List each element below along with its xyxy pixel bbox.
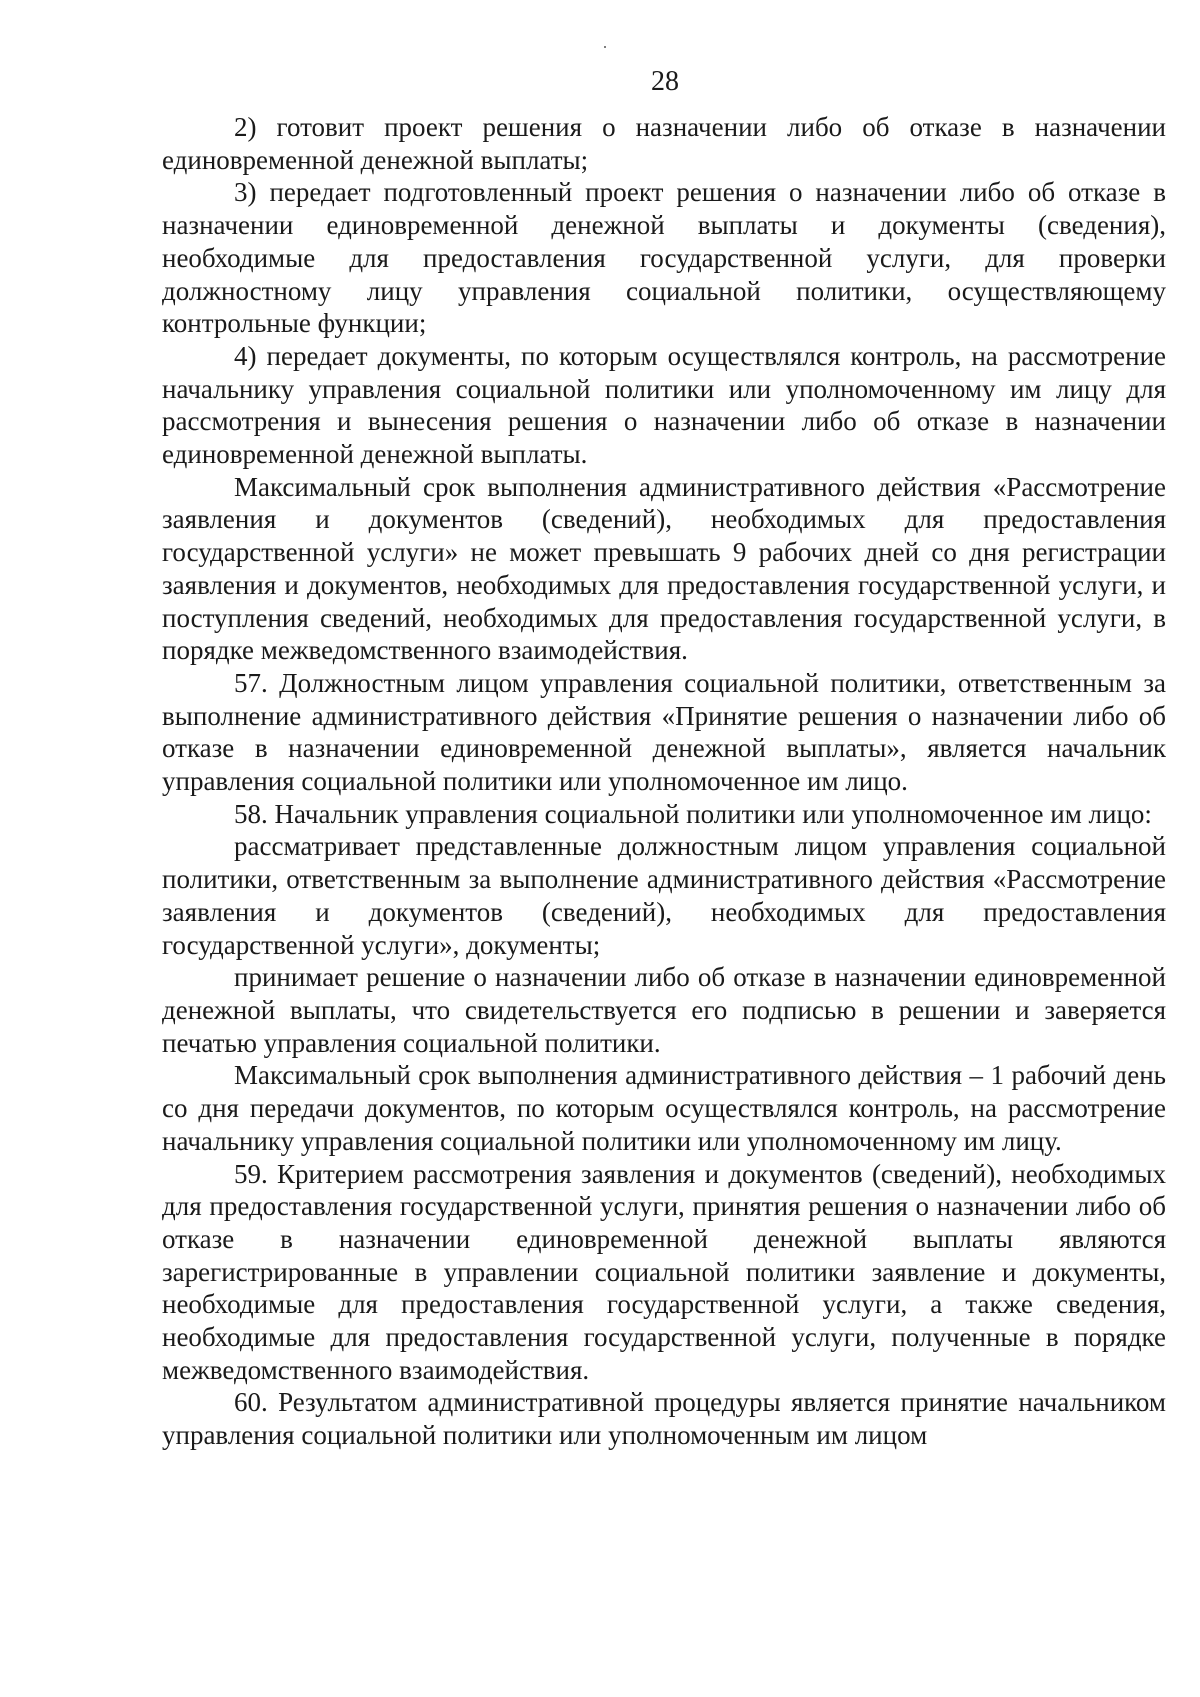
paragraph-58: 58. Начальник управления социальной политики или уполномоченное им лицо: (234, 798, 1152, 829)
paragraph-item-2: 2) готовит проект решения о назначении либо об отказе в назначении единовременной денежной выплаты; (162, 112, 1166, 175)
page-number: 28 (651, 66, 679, 97)
paragraph-57: 57. Должностным лицом управления социальной политики, ответственным за выполнение административного действия «Принятие решения о назначении либо об отказе в назначении единовременной денежной выплаты», является начальник управления социальной политики или уполномоченное им лицо. (162, 667, 1166, 797)
paragraph-58-reviews: рассматривает представленные должностным лицом управления социальной политики, ответственным за выполнение административного действия «Рассмотрение заявления и документов (сведений), необходимых для предоставления государственной услуги», документы; (162, 831, 1166, 960)
paragraph-max-term-1-day: Максимальный срок выполнения административного действия – 1 рабочий день со дня передачи документов, по которым осуществлялся контроль, на рассмотрение начальнику управления социальной политики или уполномоченному им лицу. (162, 1060, 1166, 1156)
scan-speck (604, 46, 606, 48)
paragraph-58-decides: принимает решение о назначении либо об отказе в назначении единовременной денежной выплаты, что свидетельствуется его подписью в решении и заверяется печатью управления социальной политики. (162, 962, 1166, 1058)
document-body (162, 111, 1166, 1452)
paragraph-max-term-9-days: Максимальный срок выполнения административного действия «Рассмотрение заявления и документов (сведений), необходимых для предоставления государственной услуги» не может превышать 9 рабочих дней со дня регистрации заявления и документов, необходимых для предоставления государственной услуги, и поступления сведений, необходимых для предоставления государственной услуги, в порядке межведомственного взаимодействия. (162, 471, 1166, 666)
paragraph-60: 60. Результатом административной процедуры является принятие начальником управления социальной политики или уполномоченным им лицом (162, 1387, 1166, 1451)
paragraph-item-3: 3) передает подготовленный проект решения о назначении либо об отказе в назначении единовременной денежной выплаты и документы (сведения), необходимые для предоставления государственной услуги, для проверки должностному лицу управления социальной политики, осуществляющему контрольные функции; (162, 177, 1166, 339)
paragraph-item-4: 4) передает документы, по которым осуществлялся контроль, на рассмотрение начальнику управления социальной политики или уполномоченному им лицу для рассмотрения и вынесения решения о назначении либо об отказе в назначении единовременной денежной выплаты. (162, 340, 1166, 470)
paragraph-59: 59. Критерием рассмотрения заявления и документов (сведений), необходимых для предоставления государственной услуги, принятия решения о назначении либо об отказе в назначении единовременной денежной выплаты являются зарегистрированные в управлении социальной политики заявление и документы, необходимые для предоставления государственной услуги, а также сведения, необходимые для предоставления государственной услуги, полученные в порядке межведомственного взаимодействия. (162, 1158, 1166, 1385)
